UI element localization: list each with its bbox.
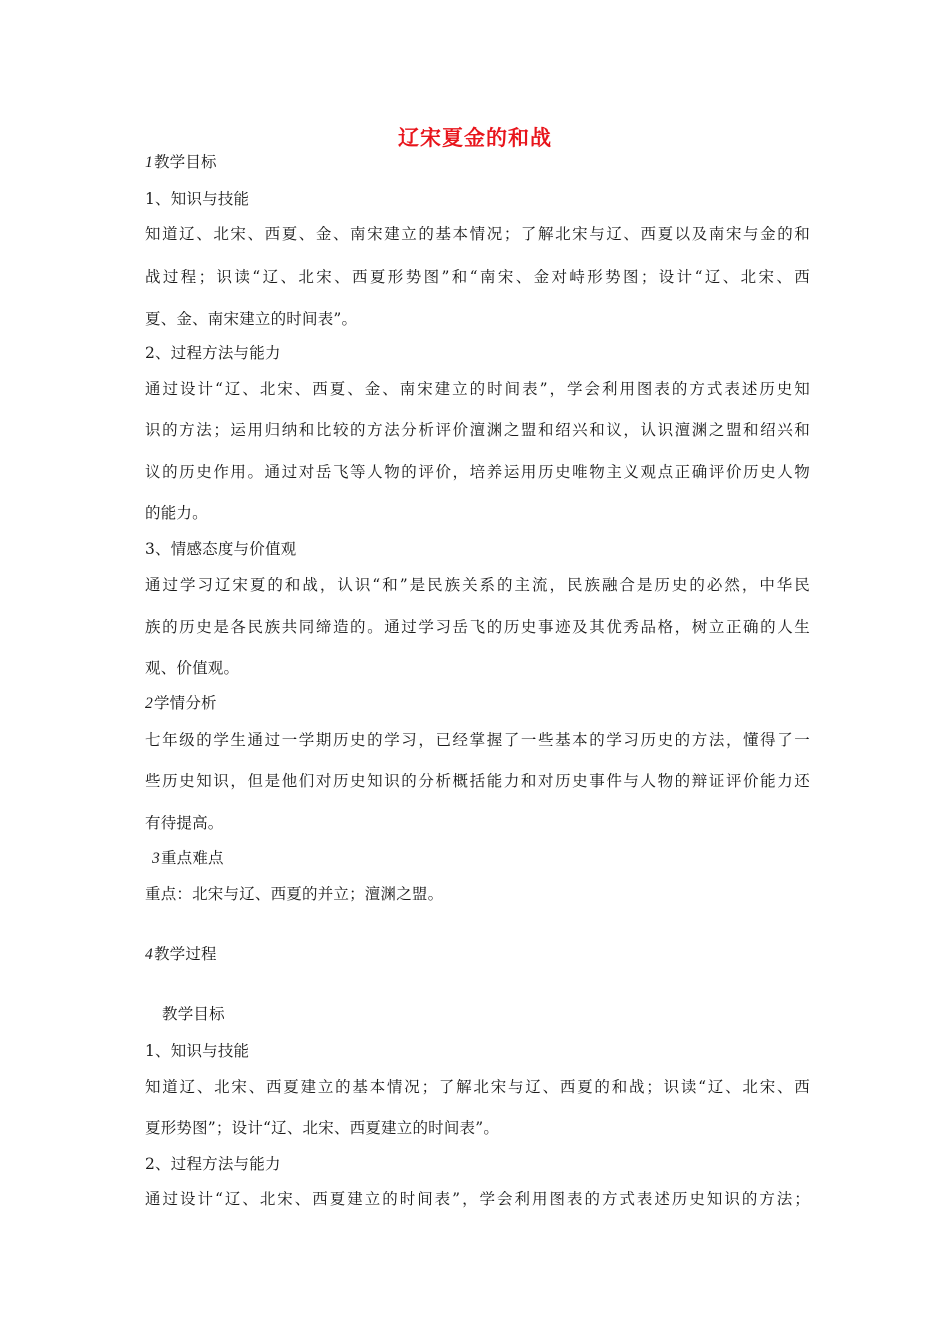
paragraph-line: 知道辽、北宋、西夏建立的基本情况；了解北宋与辽、西夏的和战；识读“辽、北宋、西 (145, 1078, 810, 1096)
subheading-knowledge-skills: 1、知识与技能 (145, 190, 250, 208)
paragraph-line: 通过学习辽宋夏的和战，认识“和”是民族关系的主流，民族融合是历史的必然，中华民 (145, 576, 810, 594)
paragraph-line: 些历史知识，但是他们对历史知识的分析概括能力和对历史事件与人物的辩证评价能力还 (145, 772, 810, 790)
paragraph-line: 通过设计“辽、北宋、西夏建立的时间表”，学会利用图表的方式表述历史知识的方法； (145, 1190, 810, 1208)
document-title: 辽宋夏金的和战 (398, 126, 552, 150)
paragraph-line: 夏、金、南宋建立的时间表”。 (145, 310, 358, 328)
paragraph-line: 重点：北宋与辽、西夏的并立；澶渊之盟。 (145, 885, 444, 903)
paragraph-line: 知道辽、北宋、西夏、金、南宋建立的基本情况；了解北宋与辽、西夏以及南宋与金的和 (145, 225, 810, 243)
subheading-teaching-goals: 教学目标 (162, 1005, 225, 1023)
paragraph-line: 战过程；识读“辽、北宋、西夏形势图”和“南宋、金对峙形势图；设计“辽、北宋、西 (145, 268, 810, 286)
paragraph-line: 夏形势图”；设计“辽、北宋、西夏建立的时间表”。 (145, 1119, 500, 1137)
section-heading-3 (152, 848, 817, 869)
subheading-knowledge-skills-2: 1、知识与技能 (145, 1042, 250, 1060)
section-heading-1 (145, 152, 810, 173)
paragraph-line: 有待提高。 (145, 814, 224, 832)
section-label: 教学过程 (153, 945, 217, 963)
paragraph-line: 七年级的学生通过一学期历史的学习，已经掌握了一些基本的学习历史的方法，懂得了一 (145, 731, 810, 749)
section-heading-2 (145, 693, 810, 714)
section-number: 4 (145, 946, 153, 963)
section-label: 教学目标 (153, 153, 217, 171)
paragraph-line: 议的历史作用。通过对岳飞等人物的评价，培养运用历史唯物主义观点正确评价历史人物 (145, 463, 810, 481)
section-number: 1 (145, 154, 153, 171)
paragraph-line: 族的历史是各民族共同缔造的。通过学习岳飞的历史事迹及其优秀品格，树立正确的人生 (145, 618, 810, 636)
paragraph-line: 观、价值观。 (145, 659, 240, 677)
paragraph-line: 通过设计“辽、北宋、西夏、金、南宋建立的时间表”，学会利用图表的方式表述历史知 (145, 380, 810, 398)
section-number: 2 (145, 695, 153, 712)
subheading-process-methods: 2、过程方法与能力 (145, 344, 281, 362)
subheading-attitudes-values: 3、情感态度与价值观 (145, 540, 297, 558)
section-heading-4 (145, 944, 810, 965)
paragraph-line: 的能力。 (145, 504, 208, 522)
section-label: 重点难点 (160, 849, 224, 867)
section-label: 学情分析 (153, 694, 217, 712)
section-number: 3 (152, 850, 160, 867)
paragraph-line: 识的方法；运用归纳和比较的方法分析评价澶渊之盟和绍兴和议，认识澶渊之盟和绍兴和 (145, 421, 810, 439)
subheading-process-methods-2: 2、过程方法与能力 (145, 1155, 281, 1173)
